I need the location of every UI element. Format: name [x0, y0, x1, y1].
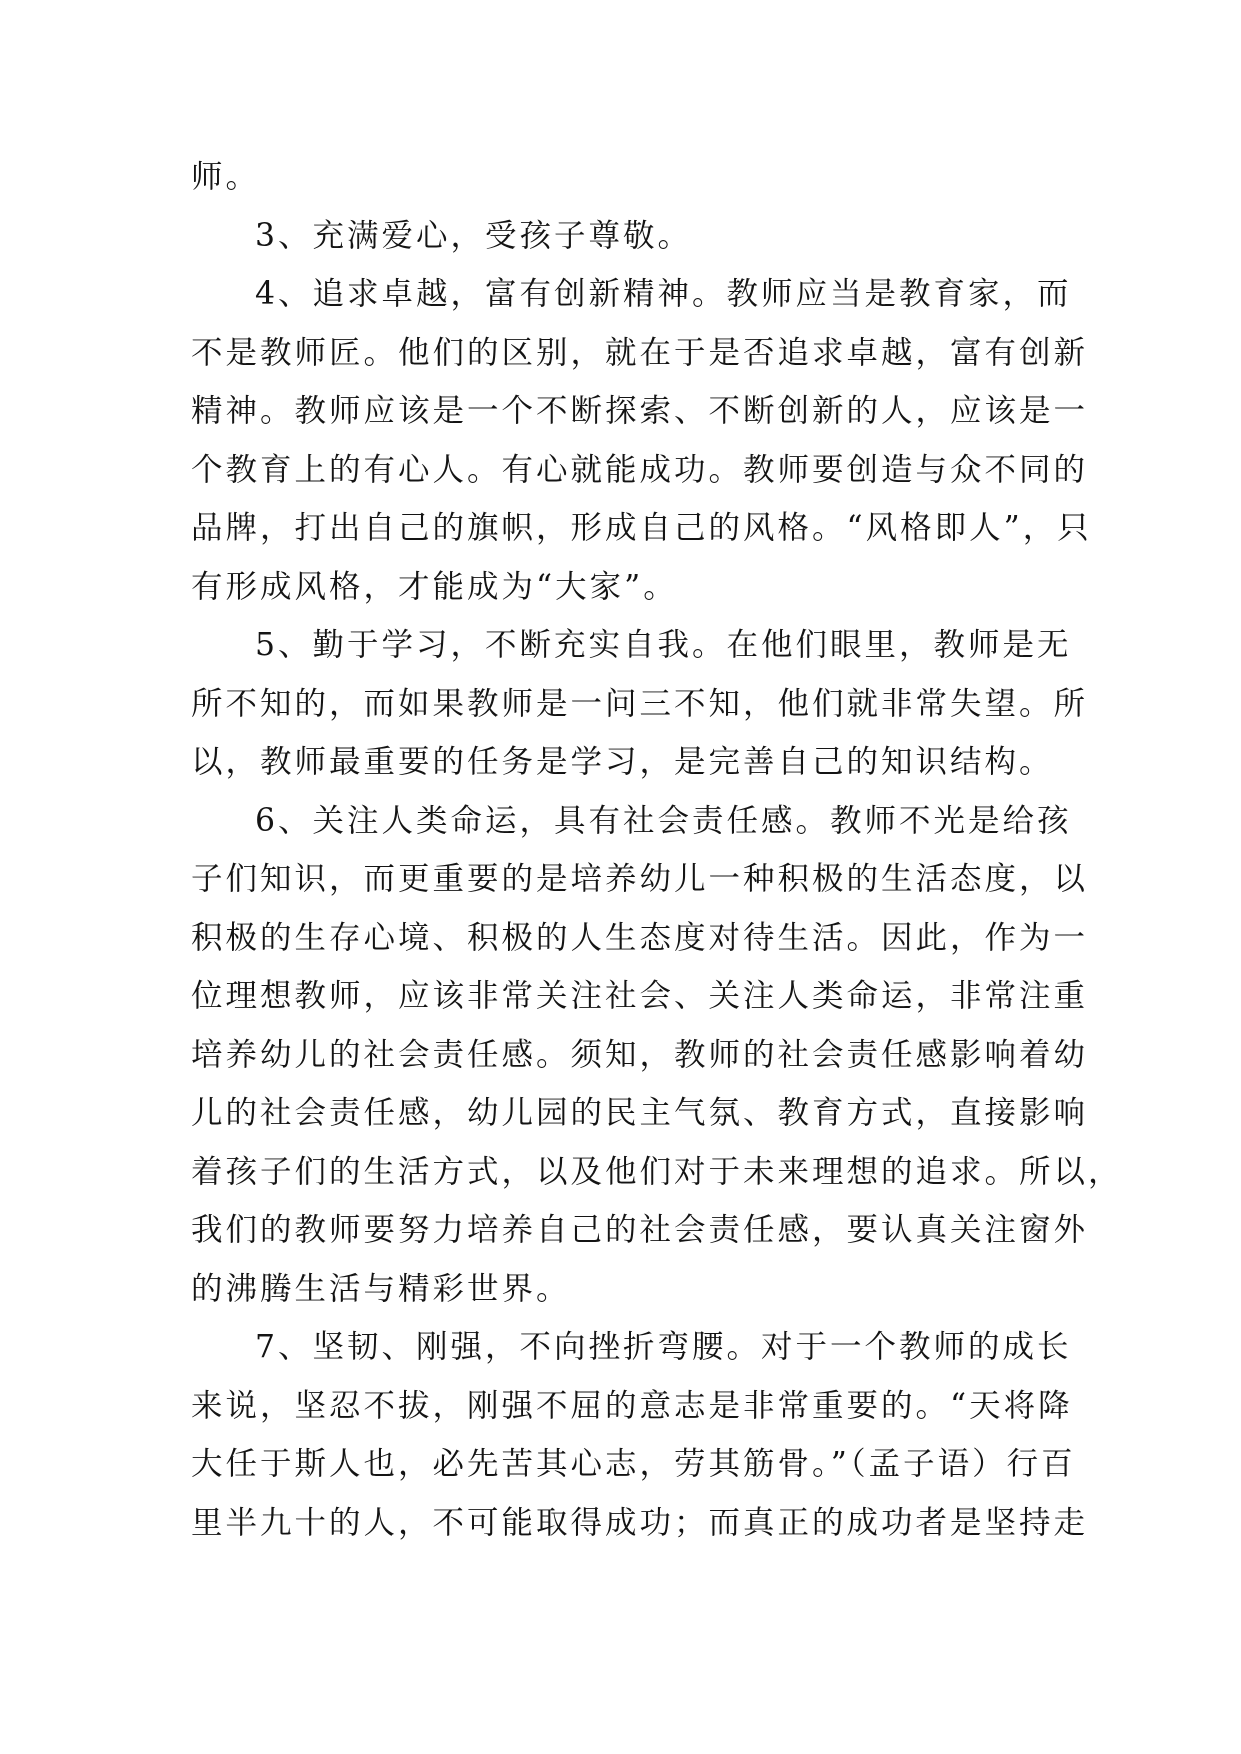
text-line: 儿的社会责任感，幼儿园的民主气氛、教育方式，直接影响: [191, 1095, 1089, 1131]
text-line: 所不知的，而如果教师是一问三不知，他们就非常失望。所: [191, 685, 1089, 722]
text-line: 个教育上的有心人。有心就能成功。教师要创造与众不同的: [191, 451, 1089, 488]
text-line: 积极的生存心境、积极的人生态度对待生活。因此，作为一: [191, 919, 1089, 956]
text-line: 培养幼儿的社会责任感。须知，教师的社会责任感影响着幼: [191, 1036, 1089, 1073]
text-line: 6、关注人类命运，具有社会责任感。教师不光是给孩: [255, 802, 1072, 839]
text-line: 师。: [191, 159, 261, 195]
text-line: 子们知识，而更重要的是培养幼儿一种积极的生活态度，以: [191, 861, 1089, 897]
text-line: 来说，坚忍不拔，刚强不屈的意志是非常重要的。“天将降: [191, 1387, 1073, 1424]
document-body: [191, 148, 1123, 1552]
text-line: 7、坚韧、刚强，不向挫折弯腰。对于一个教师的成长: [255, 1329, 1072, 1365]
text-line: 我们的教师要努力培养自己的社会责任感，要认真关注窗外: [191, 1212, 1089, 1248]
text-line: 着孩子们的生活方式，以及他们对于未来理想的追求。所以，: [191, 1153, 1123, 1190]
text-line: 以，教师最重要的任务是学习，是完善自己的知识结构。: [191, 744, 1054, 780]
text-line: 品牌，打出自己的旗帜，形成自己的风格。“风格即人”，只: [191, 510, 1092, 546]
text-line: 不是教师匠。他们的区别，就在于是否追求卓越，富有创新: [191, 334, 1089, 371]
text-line: 的沸腾生活与精彩世界。: [191, 1270, 571, 1307]
text-line: 4、追求卓越，富有创新精神。教师应当是教育家，而: [255, 276, 1072, 312]
text-line: 大任于斯人也，必先苦其心志，劳其筋骨。”（孟子语）行百: [191, 1446, 1076, 1482]
text-line: 里半九十的人，不可能取得成功；而真正的成功者是坚持走: [191, 1504, 1089, 1541]
text-line: 位理想教师，应该非常关注社会、关注人类命运，非常注重: [191, 978, 1089, 1014]
text-line: 5、勤于学习，不断充实自我。在他们眼里，教师是无: [255, 627, 1072, 663]
text-line: 3、充满爱心，受孩子尊敬。: [255, 217, 693, 254]
text-line: 有形成风格，才能成为“大家”。: [191, 568, 678, 605]
text-line: 精神。教师应该是一个不断探索、不断创新的人，应该是一: [191, 393, 1089, 429]
